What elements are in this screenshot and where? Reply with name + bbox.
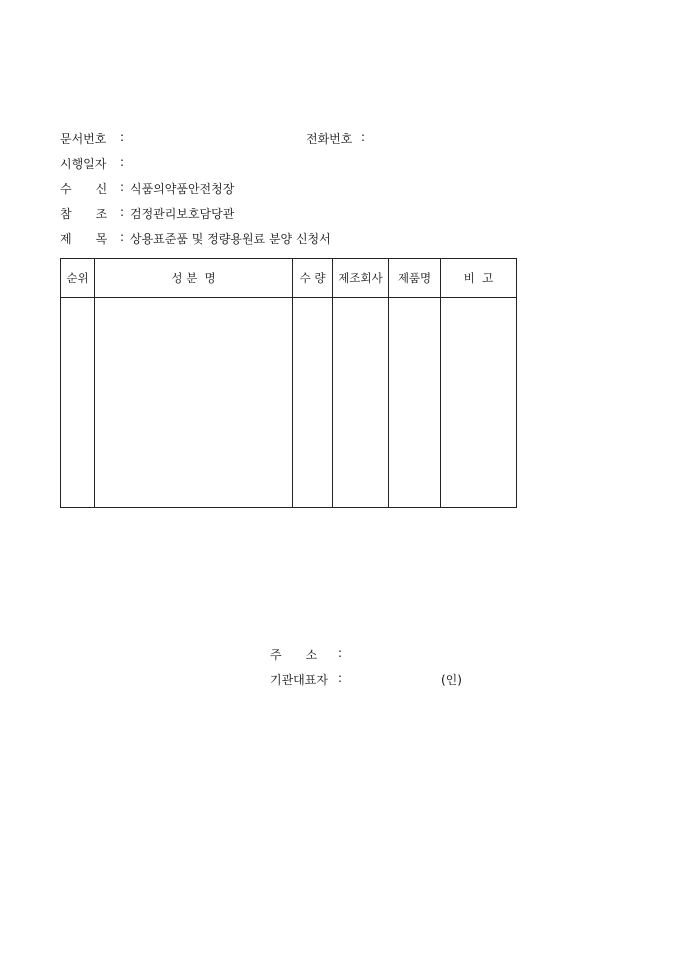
phone-number-label: 전화번호 bbox=[306, 132, 353, 146]
reference-colon: : bbox=[120, 205, 125, 219]
recipient-colon: : bbox=[120, 180, 125, 194]
seal-mark: (인) bbox=[441, 673, 462, 687]
cell-remarks[interactable] bbox=[441, 298, 517, 508]
col-manufacturer: 제조회사 bbox=[333, 259, 389, 298]
reference-value: 검정관리보호담당관 bbox=[130, 207, 235, 221]
col-ingredient-name: 성 분 명 bbox=[95, 259, 293, 298]
cell-ingredient-name[interactable] bbox=[95, 298, 293, 508]
representative-colon: : bbox=[338, 671, 343, 685]
cell-manufacturer[interactable] bbox=[333, 298, 389, 508]
col-quantity: 수 량 bbox=[293, 259, 333, 298]
col-product-name: 제품명 bbox=[389, 259, 441, 298]
address-colon: : bbox=[338, 646, 343, 660]
cell-quantity[interactable] bbox=[293, 298, 333, 508]
doc-number-colon: : bbox=[120, 130, 125, 144]
subject-colon: : bbox=[120, 230, 125, 244]
issue-date-colon: : bbox=[120, 155, 125, 169]
table-row bbox=[61, 298, 517, 508]
issue-date-label: 시행일자 bbox=[60, 157, 107, 171]
col-remarks: 비 고 bbox=[441, 259, 517, 298]
cell-product-name[interactable] bbox=[389, 298, 441, 508]
representative-label: 기관대표자 bbox=[270, 673, 328, 687]
reference-label: 참 조 bbox=[60, 207, 108, 221]
address-label: 주 소 bbox=[270, 648, 318, 662]
subject-label: 제 목 bbox=[60, 232, 108, 246]
subject-value: 상용표준품 및 정량용원료 분양 신청서 bbox=[130, 232, 331, 246]
phone-number-colon: : bbox=[361, 130, 366, 144]
table-header-row bbox=[61, 259, 517, 298]
doc-number-label: 문서번호 bbox=[60, 132, 107, 146]
recipient-value: 식품의약품안전청장 bbox=[130, 182, 235, 196]
application-table bbox=[60, 258, 517, 508]
recipient-label: 수 신 bbox=[60, 182, 108, 196]
cell-rank[interactable] bbox=[61, 298, 95, 508]
col-rank: 순위 bbox=[61, 259, 95, 298]
